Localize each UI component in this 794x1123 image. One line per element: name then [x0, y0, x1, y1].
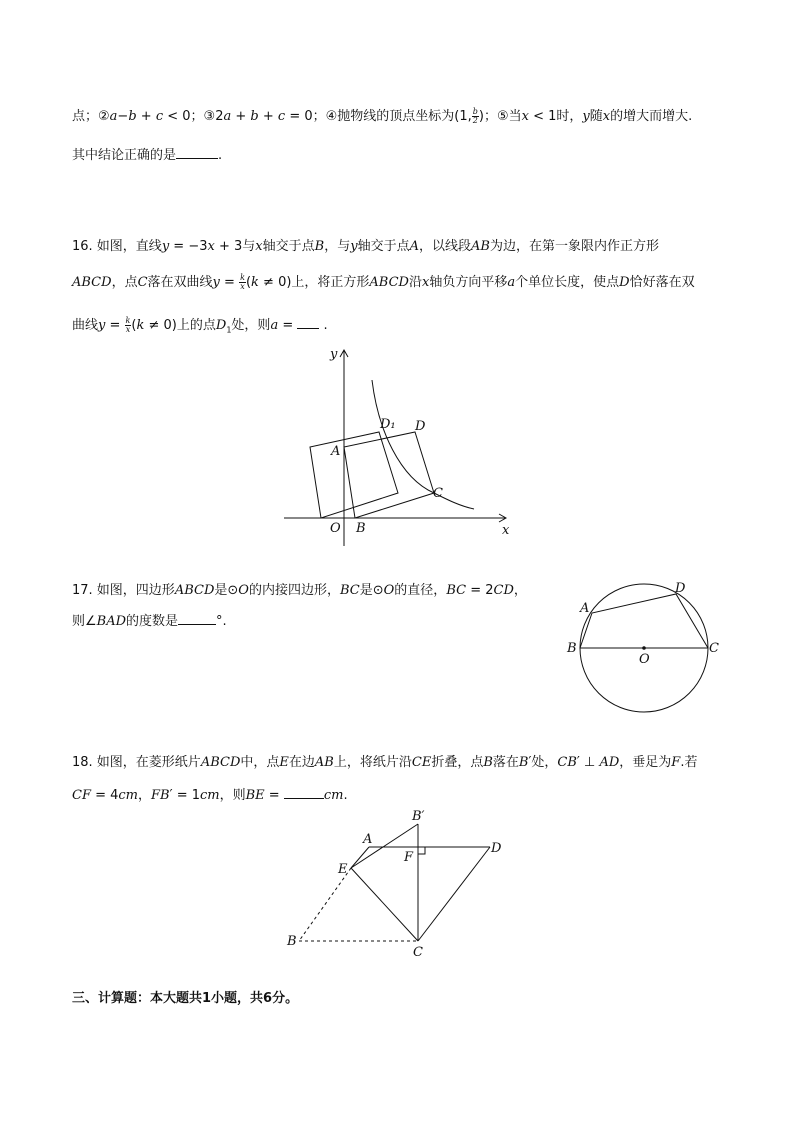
q18-line2: CF = 4cm，FB′ = 1cm，则BE = cm.	[72, 788, 348, 803]
q18-label-B: B	[287, 934, 297, 949]
q18-label-C: C	[413, 945, 423, 960]
q17-label-A: A	[580, 601, 590, 616]
q18-label-B2: B′	[412, 809, 425, 824]
q17-line2: 则∠BAD的度数是 °.	[72, 614, 227, 629]
q17-label-D: D	[675, 581, 686, 596]
q16-label-C: C	[433, 486, 443, 501]
q15-line1: 点；②a−b + c < 0；③2a + b + c = 0；④抛物线的顶点坐标为(1, $\frac{b}{2}$ )；⑤当x < 1时，y随x的增大而增大.	[72, 107, 693, 125]
q17-label-B: B	[567, 641, 577, 656]
q15-line2: 其中结论正确的是 .	[72, 148, 223, 163]
q18-label-E: E	[338, 862, 348, 877]
q17-label-O: O	[639, 652, 650, 667]
q16-line3: 曲线y = $\frac{k}{x}$ (k ≠ 0)上的点$D_1$处，则a = .	[72, 316, 328, 335]
q18-line1: 18. 如图，在菱形纸片ABCD中，点E在边AB上，将纸片沿CE折叠，点B落在B′处，CB′ ⊥ AD，垂足为F.若	[72, 755, 698, 770]
q16-label-O: O	[330, 521, 341, 536]
q16-label-D1: D₁	[380, 417, 396, 432]
section3-heading: 三、计算题：本大题共1小题，共6分。	[72, 991, 299, 1006]
q18-label-F: F	[404, 850, 414, 865]
q18-label-D: D	[491, 841, 502, 856]
q16-label-A: A	[331, 444, 341, 459]
q16-label-B: B	[356, 521, 366, 536]
q16-label-y: y	[330, 347, 338, 362]
q17-line1: 17. 如图，四边形ABCD是⊙O的内接四边形，BC是⊙O的直径，BC = 2CD，	[72, 583, 527, 598]
q18-label-A: A	[363, 832, 373, 847]
q17-label-C: C	[709, 641, 719, 656]
q16-label-x: x	[502, 523, 510, 538]
q16-line2: ABCD，点C落在双曲线y = $\frac{k}{x}$ (k ≠ 0)上，将正方形ABCD沿x轴负方向平移a个单位长度，使点D恰好落在双	[72, 273, 695, 291]
q16-label-D: D	[415, 419, 426, 434]
q16-line1: 16. 如图，直线y = −3x + 3与x轴交于点B，与y轴交于点A，以线段AB为边，在第一象限内作正方形	[72, 239, 659, 254]
